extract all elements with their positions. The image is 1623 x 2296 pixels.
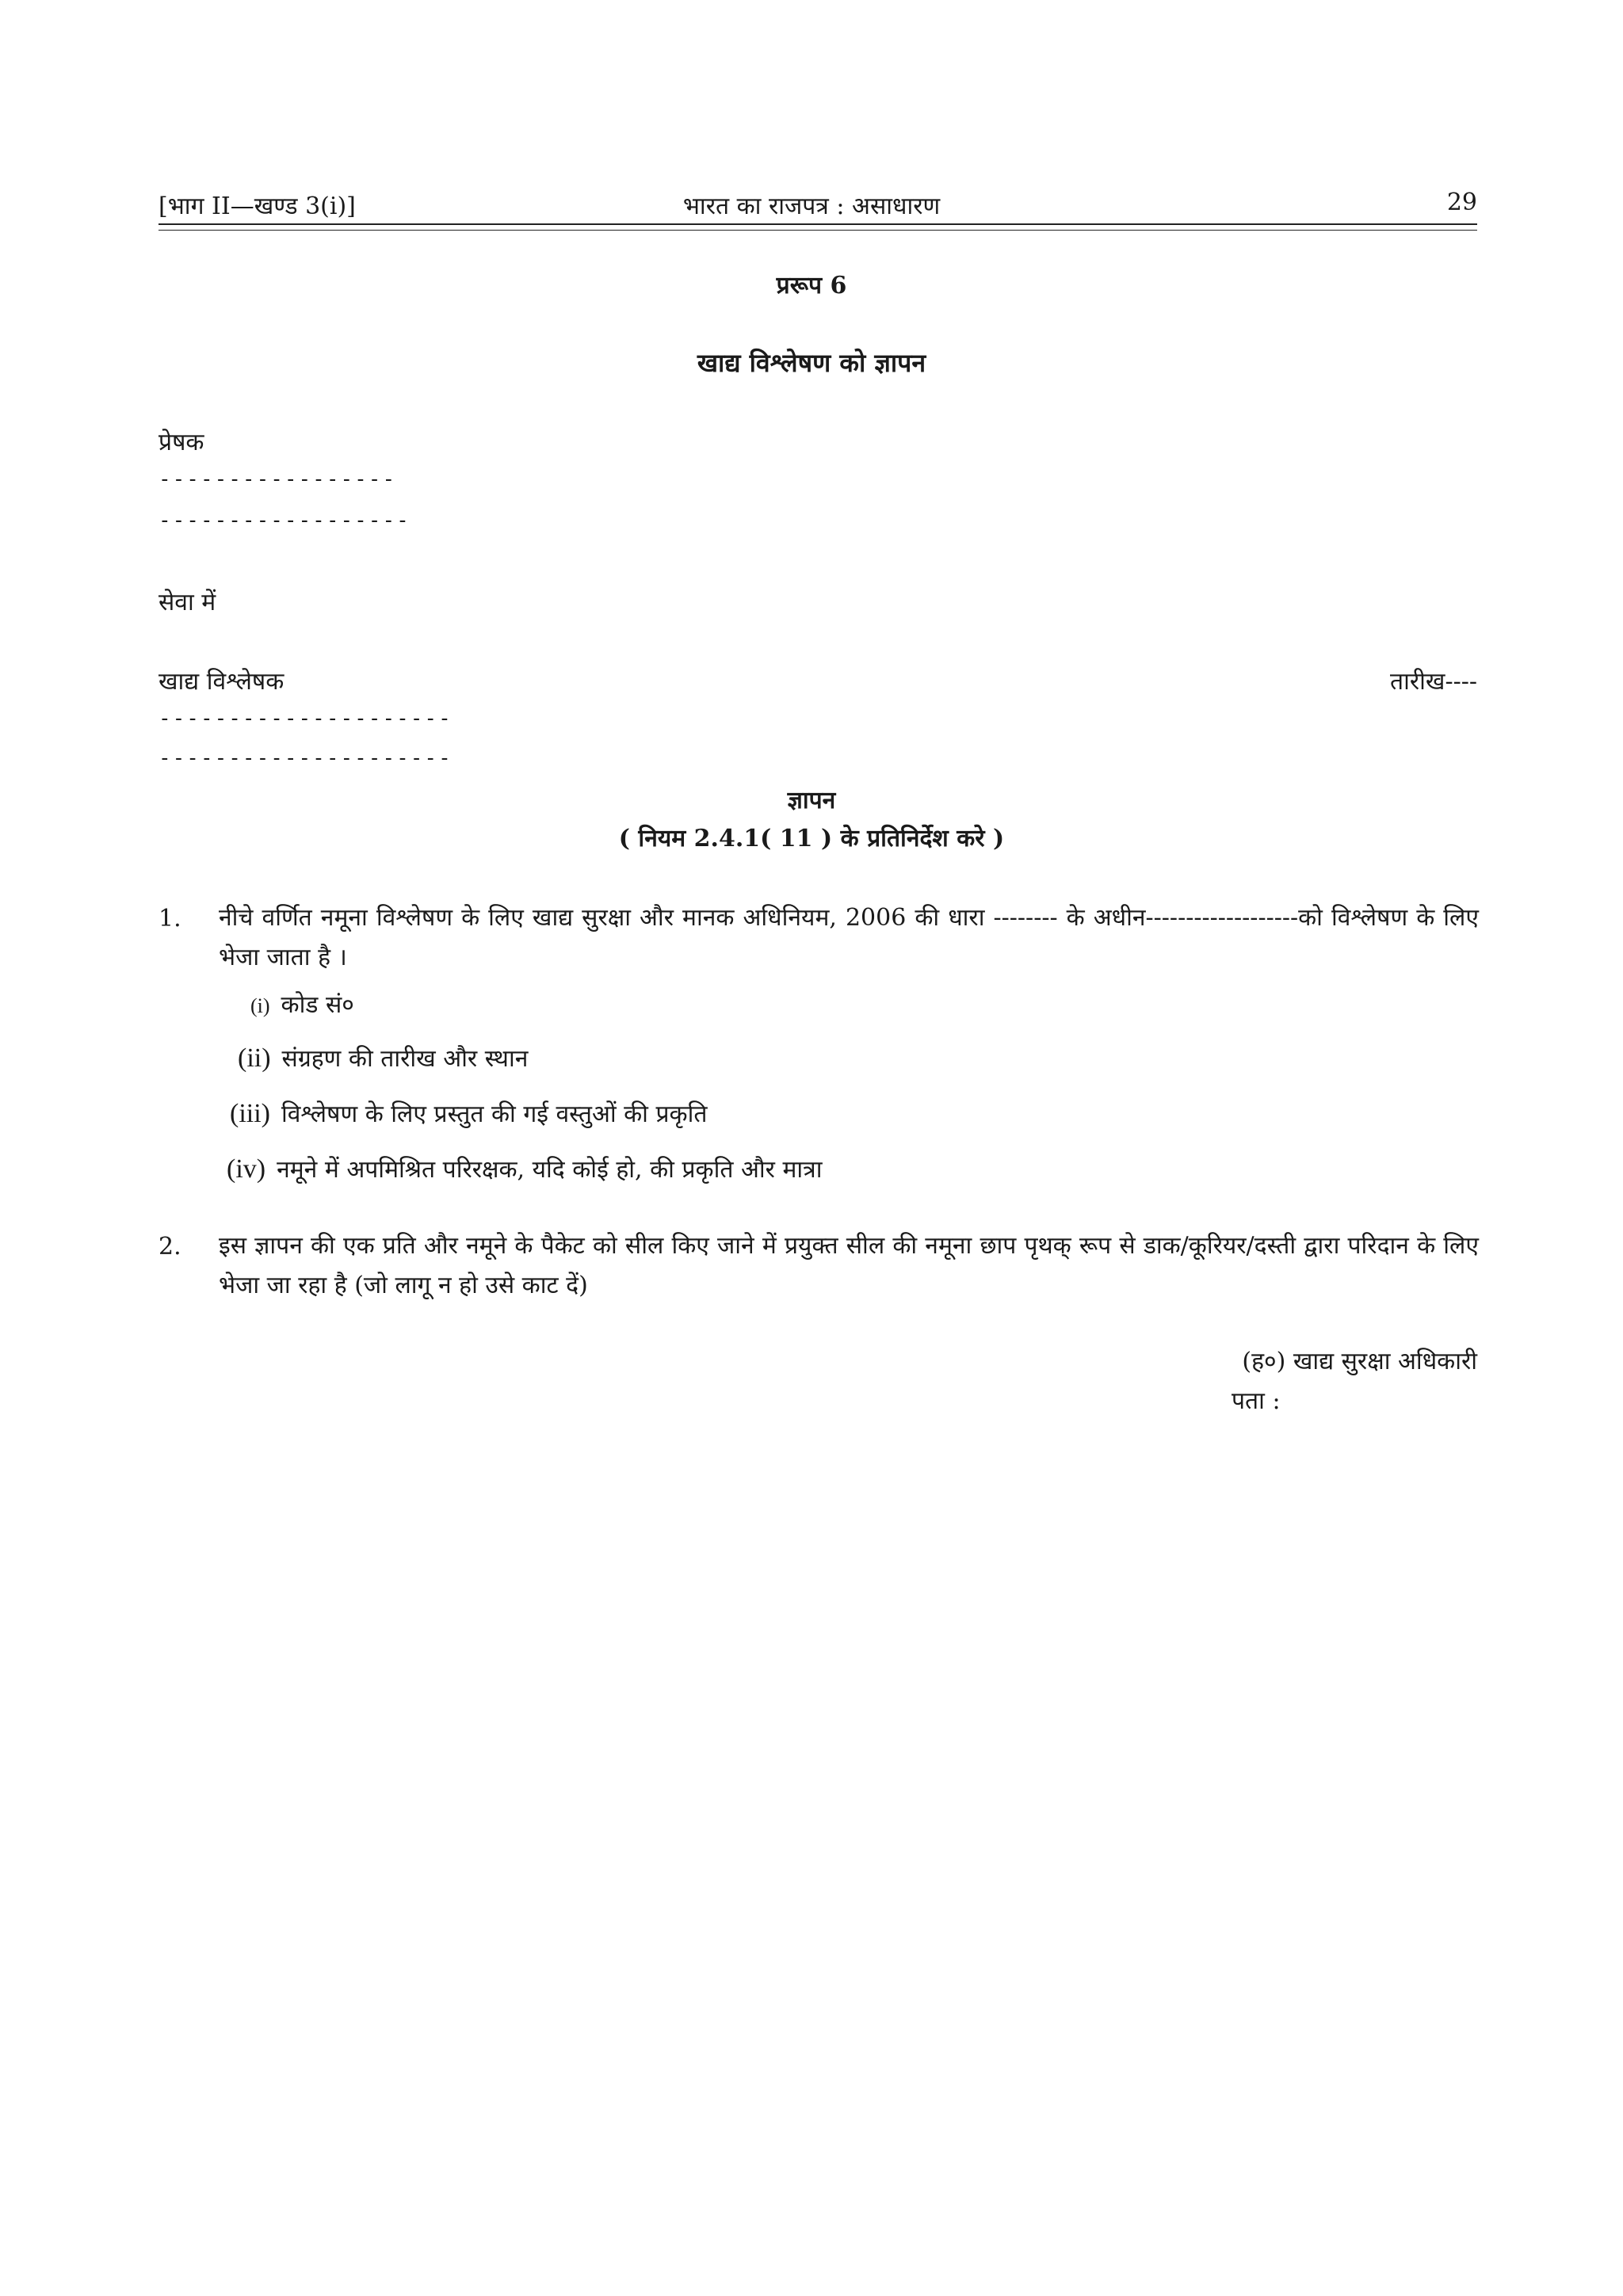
subitem-marker: (iii) <box>230 1099 270 1128</box>
header-gazette-title: भारत का राजपत्र : असाधारण <box>682 193 941 220</box>
header-rule-top <box>158 223 1477 225</box>
memo-heading: ज्ञापन <box>787 787 836 814</box>
subitem-marker: (ii) <box>238 1043 271 1073</box>
item-text: इस ज्ञापन की एक प्रति और नमूने के पैकेट को सील किए जाने में प्रयुक्त सील की नमूना छाप पृथक् रूप से डाक/कूरियर/दस्ती द्वारा परिदान के लिए भेजा जा रहा है (जो लागू न हो उसे काट दें) <box>219 1232 1479 1299</box>
date-label: तारीख---- <box>1390 668 1477 696</box>
subitem-marker: (i) <box>250 994 270 1017</box>
form-title: खाद्य विश्लेषण को ज्ञापन <box>697 348 926 378</box>
header-rule-bottom <box>158 230 1477 231</box>
item-number: 1. <box>158 905 181 933</box>
subitem-text: नमूने में अपमिश्रित परिरक्षक, यदि कोई हो, की प्रकृति और मात्रा <box>277 1156 823 1184</box>
item-text: नीचे वर्णित नमूना विश्लेषण के लिए खाद्य सुरक्षा और मानक अधिनियम, 2006 की धारा -------- के अधीन-------------------को विश्लेषण के लिए भेजा जाता है । <box>219 904 1479 971</box>
recipient-blank-line-2: --------------------- <box>158 746 453 770</box>
subitem <box>250 987 354 1020</box>
signature-line: (ह०) खाद्य सुरक्षा अधिकारी <box>1242 1348 1477 1375</box>
recipient-to-label: सेवा में <box>158 589 216 616</box>
recipient-name: खाद्य विश्लेषक <box>158 668 285 696</box>
recipient-blank-line-1: --------------------- <box>158 707 453 730</box>
subitem-marker: (iv) <box>227 1154 266 1184</box>
sender-blank-line-1: ----------------- <box>158 467 397 491</box>
memo-rule-reference: ( नियम 2.4.1( 11 ) के प्रतिनिर्देश करे ) <box>618 825 1005 852</box>
subitem-text: विश्लेषण के लिए प्रस्तुत की गई वस्तुओं की प्रकृति <box>281 1100 708 1128</box>
subitem <box>238 1041 528 1074</box>
header-page-number: 29 <box>1446 189 1477 216</box>
subitem <box>227 1152 823 1184</box>
header-part-section: [भाग II—खण्ड 3(i)] <box>158 193 356 220</box>
subitem <box>230 1097 707 1129</box>
form-number: प्ररूप 6 <box>776 272 847 299</box>
item-number: 2. <box>158 1233 181 1261</box>
subitem-text: संग्रहण की तारीख और स्थान <box>281 1045 529 1073</box>
sender-label: प्रेषक <box>158 429 204 456</box>
subitem-text: कोड सं० <box>281 991 354 1019</box>
address-label: पता : <box>1232 1387 1281 1415</box>
sender-blank-line-2: ------------------ <box>158 509 411 532</box>
